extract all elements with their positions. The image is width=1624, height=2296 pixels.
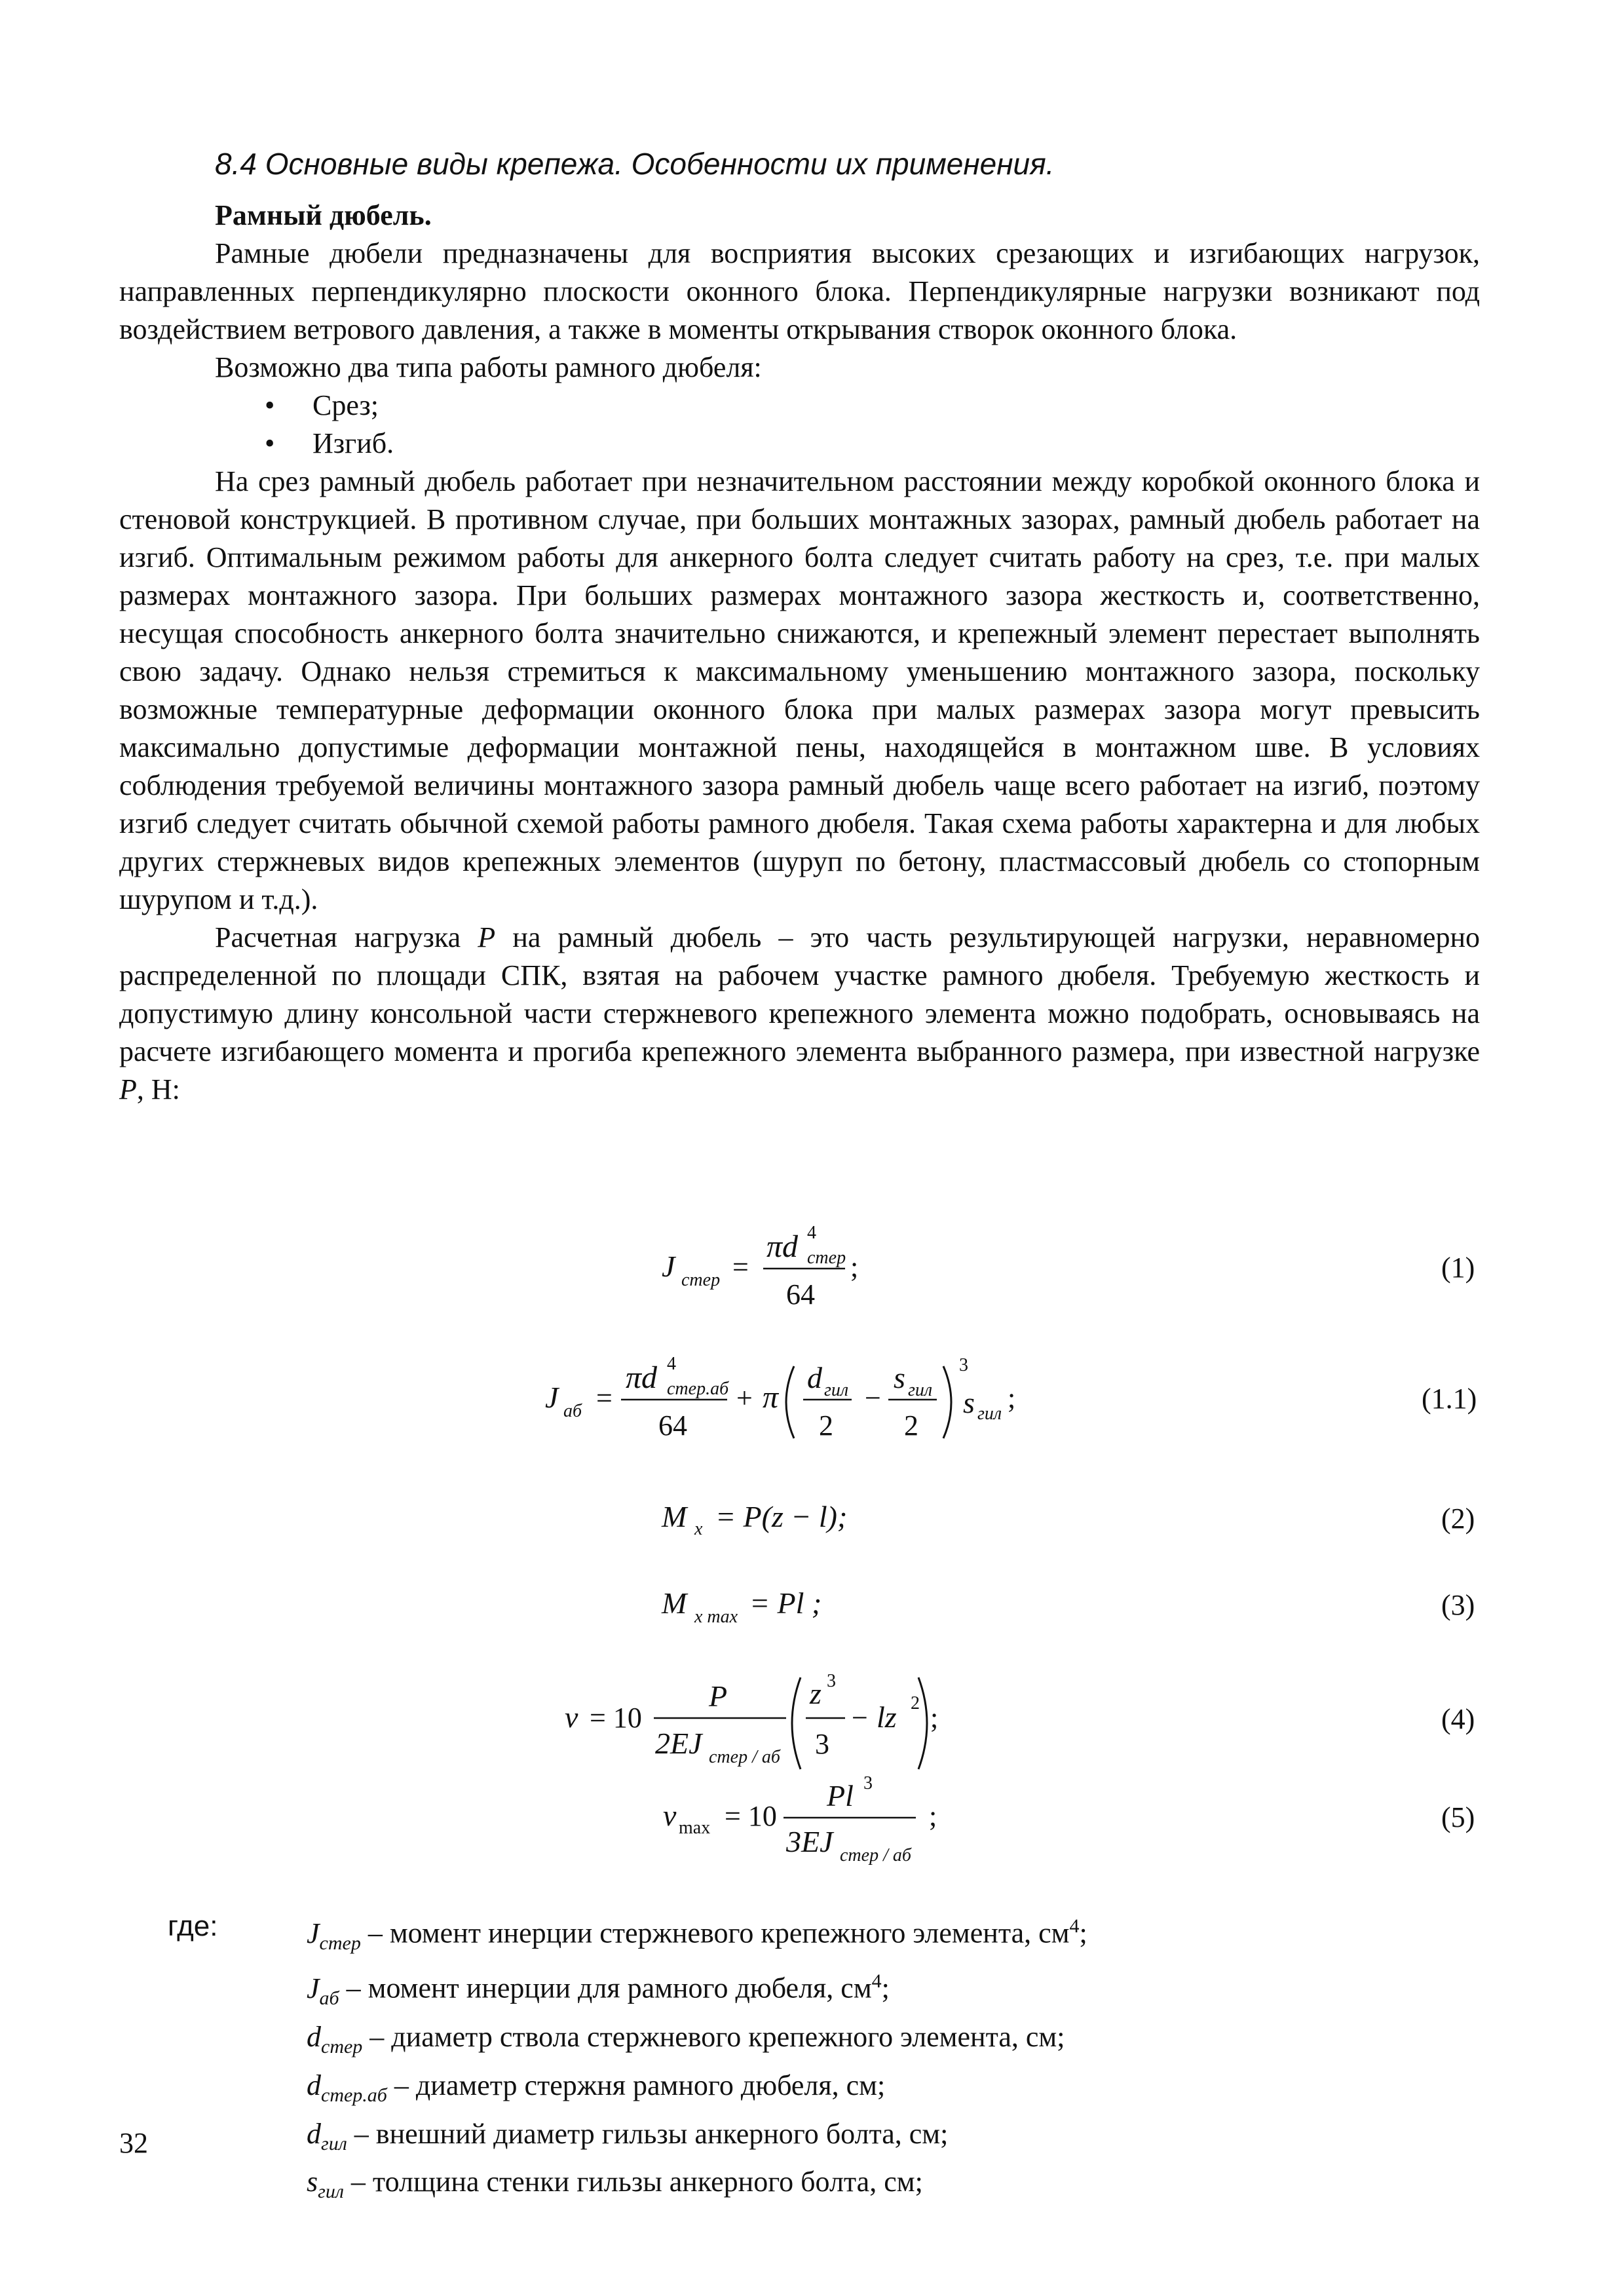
formula-semicolon: ; [929, 1800, 937, 1832]
left-paren-icon [786, 1366, 794, 1438]
legend-description: – толщина стенки гильзы анкерного болта, см; [343, 2166, 923, 2198]
legend-description: – внешний диаметр гильзы анкерного болта, см; [347, 2117, 949, 2150]
legend-item [307, 1962, 1478, 2017]
formula-4 [565, 1671, 938, 1769]
formula-1 [662, 1223, 858, 1311]
paragraph-work-types: Возможно два типа работы рамного дюбеля: [215, 351, 762, 383]
formula-symbol: d [807, 1361, 822, 1394]
legend-symbol [307, 2069, 387, 2106]
equation-number: (4) [1441, 1703, 1475, 1735]
formula-exponent: 3 [863, 1773, 873, 1793]
formula-subscript: аб [563, 1401, 582, 1421]
legend-symbol-subscript: стер [319, 1932, 361, 1954]
formula-subscript: max [679, 1818, 711, 1838]
formula-symbol: lz [877, 1700, 897, 1734]
formula-symbol: M [662, 1500, 687, 1533]
formula-subscript: x max [694, 1607, 738, 1627]
formula-operator: − [852, 1702, 868, 1734]
legend-symbol-letter: s [307, 2166, 318, 2198]
legend-symbol-letter: J [307, 1972, 320, 2005]
bullet-icon: • [265, 389, 275, 421]
list-item-text: Срез; [312, 389, 379, 421]
formula-operator: = [732, 1251, 749, 1283]
formula-subscript: гил [824, 1380, 849, 1400]
equation-number: (5) [1441, 1801, 1475, 1833]
formula-semicolon: ; [1008, 1382, 1016, 1414]
formula-5 [663, 1773, 937, 1866]
formula-subscript: стер [807, 1248, 846, 1268]
legend-exponent: 4 [1069, 1915, 1080, 1937]
legend-symbol-letter: J [307, 1917, 320, 1949]
formula-2 [661, 1500, 847, 1539]
formula-denominator: 3EJ [786, 1825, 833, 1858]
formula-3 [661, 1586, 821, 1627]
legend-symbol-subscript: стер.аб [321, 2084, 387, 2106]
legend-item [307, 2162, 1478, 2211]
formula-subscript: гил [977, 1404, 1002, 1424]
legend-description: – момент инерции стержневого крепежного элемента, см [360, 1917, 1070, 1949]
formula-rhs: = P(z − l); [715, 1500, 848, 1533]
legend-item [307, 1907, 1478, 1962]
formula-coefficient: = 10 [725, 1800, 777, 1832]
formula-symbol: v [565, 1700, 578, 1734]
formula-subscript: стер [681, 1270, 721, 1290]
paragraph-shear-bending: На срез рамный дюбель работает при незначительном расстоянии между коробкой оконного блока и стеновой конструкцией. В противном случае, при больших монтажных зазорах, рамный дюбель работает на изгиб. Оптимальным режимом работы для анкерного болта следует считать работу на срез, т.е. при малых размерах монтажного зазора. При больших размерах монтажного зазора жесткость и, соответственно, несущая способность анкерного болта значительно снижаются, и крепежный элемент перестает выполнять свою задачу. Однако нельзя стремиться к максимальному уменьшению монтажного зазора, поскольку возможные температурные деформации оконного блока при малых размерах зазора могут превысить максимально допустимые деформации монтажной пены, находящейся в монтажном шве. В условиях соблюдения требуемой величины монтажного зазора рамный дюбель чаще всего работает на изгиб, поэтому изгиб следует считать обычной схемой работы рамного дюбеля. Такая схема работы характерна и для любых других стержневых видов крепежных элементов (шуруп по бетону, пластмассовый дюбель со стопорным шурупом и т.д.). [119, 465, 1480, 915]
formula-symbol: J [545, 1381, 559, 1414]
load-variable: P [478, 921, 496, 953]
formula-semicolon: ; [850, 1251, 859, 1283]
formula-numerator: πd [626, 1360, 658, 1395]
equation-number: (2) [1441, 1502, 1475, 1535]
right-paren-icon [943, 1366, 951, 1438]
formula-denominator: 2 [819, 1409, 833, 1442]
equation-number: (1) [1441, 1252, 1475, 1284]
formula-pi: π [763, 1380, 779, 1415]
load-variable: P [119, 1073, 137, 1105]
legend-description: – диаметр стержня рамного дюбеля, см; [387, 2069, 886, 2101]
formula-subscript: стер.аб [667, 1379, 729, 1399]
formula-symbol: J [662, 1250, 675, 1283]
formula-denominator: 2EJ [655, 1727, 702, 1760]
where-label: где: [168, 1910, 218, 1942]
formula-1-1 [545, 1354, 1015, 1442]
legend-item [307, 2018, 1478, 2066]
variables-legend [168, 1907, 1478, 2211]
legend-symbol [307, 1917, 361, 1954]
page-number: 32 [119, 2127, 148, 2159]
legend-symbol [307, 1972, 339, 2009]
formula-exponent: 4 [807, 1223, 816, 1243]
legend-symbol [307, 2020, 363, 2057]
formula-operator: + [736, 1382, 753, 1414]
formula-symbol: v [663, 1799, 677, 1832]
equation-number: (1.1) [1422, 1383, 1477, 1415]
legend-description: – диаметр ствола стержневого крепежного элемента, см; [362, 2020, 1065, 2053]
legend-symbol-subscript: стер [321, 2035, 363, 2057]
formula-numerator: πd [766, 1229, 799, 1264]
formula-subscript: стер / аб [840, 1845, 911, 1866]
legend-symbol-letter: d [307, 2020, 321, 2053]
formula-symbol: s [894, 1361, 905, 1394]
legend-exponent: 4 [871, 1970, 882, 1993]
formula-denominator: 64 [786, 1278, 815, 1311]
legend-tail: ; [881, 1972, 890, 2005]
legend-symbol-subscript: гил [321, 2132, 347, 2154]
formula-numerator: P [709, 1679, 728, 1713]
bullet-icon: • [265, 427, 275, 459]
legend-symbol [307, 2166, 344, 2203]
design-load-text-end: , Н: [136, 1073, 180, 1105]
formula-coefficient: = 10 [590, 1702, 642, 1734]
formula-symbol: z [810, 1677, 821, 1710]
legend-list [168, 1907, 1478, 2211]
formula-denominator: 3 [815, 1728, 829, 1760]
legend-item [307, 2114, 1478, 2163]
legend-description: – момент инерции для рамного дюбеля, см [339, 1972, 872, 2005]
formula-numerator: Pl [827, 1779, 854, 1812]
right-paren-icon [918, 1677, 927, 1769]
formula-subscript: стер / аб [709, 1747, 780, 1767]
legend-tail: ; [1079, 1917, 1087, 1949]
design-load-text-mid: на рамный дюбель – это часть результирующей нагрузки, неравномерно распределенной по площади СПК, взятая на рабочем участке рамного дюбеля. Требуемую жесткость и допустимую длину консольной части стержневого крепежного элемента можно подобрать, основываясь на расчете изгибающего момента и прогиба крепежного элемента выбранного размера, при известной нагрузке [119, 921, 1480, 1067]
subheading: Рамный дюбель. [215, 199, 432, 231]
formula-symbol: s [963, 1386, 975, 1419]
formula-operator: − [865, 1382, 881, 1414]
legend-symbol-letter: d [307, 2069, 321, 2101]
formula-exponent: 3 [827, 1671, 836, 1691]
paragraph-purpose: Рамные дюбели предназначены для восприятия высоких срезающих и изгибающих нагрузок, направленных перпендикулярно плоскости оконного блока. Перпендикулярные нагрузки возникают под воздействием ветрового давления, а также в моменты открывания створок оконного блока. [119, 237, 1480, 345]
list-item-text: Изгиб. [312, 427, 394, 459]
section-heading: 8.4 Основные виды крепежа. Особенности их применения. [215, 147, 1055, 181]
formula-exponent: 3 [959, 1355, 968, 1375]
formula-operator: = [596, 1382, 613, 1414]
formula-semicolon: ; [930, 1702, 939, 1734]
formula-denominator: 2 [904, 1409, 918, 1442]
legend-symbol [307, 2117, 347, 2154]
legend-item [307, 2066, 1478, 2114]
formula-exponent: 4 [667, 1354, 676, 1374]
legend-symbol-subscript: гил [318, 2181, 344, 2203]
formula-denominator: 64 [658, 1409, 687, 1442]
formula-rhs: = Pl ; [749, 1586, 822, 1620]
legend-symbol-letter: d [307, 2117, 321, 2150]
formula-subscript: x [694, 1519, 703, 1539]
legend-symbol-subscript: аб [319, 1987, 339, 2009]
equation-number: (3) [1441, 1589, 1475, 1621]
formula-symbol: M [662, 1586, 687, 1620]
design-load-text-start: Расчетная нагрузка [215, 921, 478, 953]
formula-exponent: 2 [911, 1693, 920, 1713]
formula-subscript: гил [908, 1380, 933, 1400]
left-paren-icon [792, 1677, 801, 1769]
